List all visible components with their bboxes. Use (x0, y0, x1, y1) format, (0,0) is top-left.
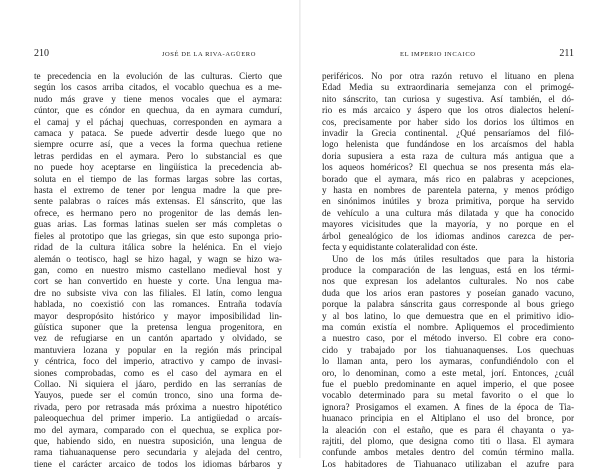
text-line: camaca y pataca. Se puede advertir desde luego que no (34, 128, 282, 139)
text-line: ridad de la cultura itálica sobre la helénica. En el viejo (34, 242, 282, 253)
text-line: mantuviera lozana y popular en la región más principal (34, 344, 282, 355)
text-line: nos que expresan los adelantos culturales. No nos cabe (322, 276, 574, 287)
text-line: lo llaman anta, pero los aymaras, confundiéndolo con el (322, 356, 574, 367)
text-line: confunde ambos metales dentro del común término malla. (322, 447, 574, 458)
text-line: ofrece, es hermano pero no progenitor de las demás len- (34, 207, 282, 218)
text-line: invadir la Grecia continental. ¿Qué pensaríamos del filó- (322, 128, 574, 139)
text-line: gan, como en nuestro mismo castellano medieval host y (34, 264, 282, 275)
text-line: letras perdidas en el aymara. Pero lo substancial es que (34, 150, 282, 161)
text-line: Edad Media su extraordinaria semejanza con el primogé- (322, 82, 574, 93)
right-page-number: 211 (559, 48, 574, 59)
text-line: fecta y equidistante colateralidad con éste. (322, 242, 478, 253)
text-line: doria supusiera a esta raza de cultura más antigua que a (322, 150, 574, 161)
text-line: cos, precisamente por haber sido los dorios los últimos en (322, 116, 574, 127)
text-line: la aleación con el estaño, que es para él chayanta o ya- (322, 424, 574, 435)
left-body-text (34, 71, 282, 470)
right-body-text (322, 71, 574, 470)
text-line: te precedencia en la evolución de las culturas. Cierto que (34, 71, 282, 81)
text-line: ma común existía el nombre. Apliquemos el procedimiento (322, 321, 574, 332)
text-line: logo helenista que fundándose en los arcaísmos del habla (322, 139, 574, 150)
text-line: cúntor, que es cóndor en quechua, da en aymara cumdurí, (34, 105, 282, 116)
text-line: los aqueos homéricos? El quechua se nos presenta más ela- (322, 162, 574, 173)
text-line: árbol genealógico de los idiomas andinos carezca de per- (322, 230, 574, 241)
text-line: fieles al prototipo que las griegas, sin que esto suponga prio- (34, 230, 282, 241)
text-line: produce la comparación de las lenguas, está en los térmi- (322, 264, 574, 275)
right-running-head (322, 48, 574, 61)
left-running-title: JOSÉ DE LA RIVA-AGÜERO (161, 51, 256, 58)
text-line: vez de refugiarse en un cantón apartado y olvidado, se (34, 333, 282, 344)
text-line: cido y trabajado por los tiahuanaquenses. Los quechuas (322, 344, 574, 355)
text-line: siones comprobadas, como es el caso del aymara en el (34, 367, 282, 378)
text-line: dre no subsiste viva con las filiales. El latín, como lengua (34, 287, 282, 298)
text-line: de vehículo a una cultura más dilatada y que ha conocido (322, 207, 574, 218)
text-line: paleoquechua del primer imperio. La antigüedad o arcaís- (34, 413, 282, 424)
left-page-number: 210 (34, 48, 49, 59)
text-line: huanaco principia en el Altiplano el uso del bronce, por (322, 413, 574, 424)
text-line: rama tiahuanaquense pero secundaria y alejada del centro, (34, 447, 282, 458)
text-line: y hasta en nombres de parentela paterna, y menos pródigo (322, 185, 574, 196)
text-line: cort se han convertido en hueste y corte. Una lengua ma- (34, 276, 282, 287)
text-line: hablada, no coexistió con las romances. Entraña todavía (34, 299, 282, 310)
right-running-title: EL IMPERIO INCAICO (400, 51, 476, 58)
right-page (300, 0, 600, 469)
text-line: porque la palabra sánscrita gaus corresponde al bous griego (322, 299, 574, 310)
text-line: no puede hoy aceptarse en lingüística la precedencia ab- (34, 162, 282, 173)
text-line: rio es más arcaico y áspero que los otros dialectos helení- (322, 105, 574, 116)
text-line: güística suponer que la pretensa lengua progenitora, en (34, 321, 282, 332)
text-line: según los casos arriba citados, el vocablo quechua es a me- (34, 82, 282, 93)
text-line: guas arias. Las formas latinas suelen ser más completas o (34, 219, 282, 230)
left-running-head (34, 48, 282, 61)
text-line: que, habiendo sido, en nuestra suposición, una lengua de (34, 436, 282, 446)
text-line: rivada, pero por retrasada más próxima a nuestro hipotético (34, 401, 282, 412)
text-line: mo del aymara, comparado con el quechua, se explica por- (34, 424, 282, 435)
text-line: rajtiti, del plomo, que designa como titi o llasa. El aymara (322, 436, 574, 446)
text-line: nudo más grave y tiene menos vocales que el aymara: (34, 93, 282, 104)
text-line: nito sánscrito, tan curiosa y sugestiva. Así también, el dó- (322, 93, 574, 104)
text-line: oro, lo denominan, como a este metal, jorí. Entonces, ¿cuál (322, 367, 574, 378)
text-line: Yauyos, puede ser el común tronco, sino una forma de- (34, 390, 282, 401)
text-line: y al bos latino, lo que demuestra que en el primitivo idio- (322, 310, 574, 321)
text-line: tiene el carácter arcaico de todos los idiomas bárbaros y (34, 458, 282, 469)
text-line: Collao. Ni siquiera el jáaro, perdido en las serranías de (34, 378, 282, 389)
text-line: y céntrica, foco del imperio, atractivo y campo de invasi- (34, 356, 282, 367)
text-line: en sinónimos inútiles y broza primitiva, porque ha servido (322, 196, 574, 207)
text-line: vocablo determinado para su metal favorito o el que lo (322, 390, 574, 401)
text-line: mayor despropósito histórico y mayor imposibilidad lin- (34, 310, 282, 321)
text-line: periféricos. No por otra razón retuvo el lituano en plena (322, 71, 574, 81)
text-line: soluta en el tiempo de las formas largas sobre las cortas, (34, 173, 282, 184)
text-line: hasta el extremo de tener por lengua madre la que pre- (34, 185, 282, 196)
left-page (0, 0, 300, 469)
text-line: alemán o teotisco, hagl se hizo hagal, y wagn se hizo wa- (34, 253, 282, 264)
text-line: duda que los arios eran pastores y poseían ganado vacuno, (322, 287, 574, 298)
text-line: Uno de los más útiles resultados que para la historia (332, 253, 574, 264)
text-line: fue el pueblo predominante en aquel imperio, el que posee (322, 378, 574, 389)
text-line: el camaj y el páchaj quechuas, corresponden en aymara a (34, 116, 282, 127)
text-line: mayores vicisitudes que la mayoría, y no porque en el (322, 219, 574, 230)
text-line: Los habitadores de Tiahuanaco utilizaban el azufre para (322, 458, 574, 469)
text-line: sente palabras o raíces más extensas. El sánscrito, que las (34, 196, 282, 207)
text-line: siempre ocurre así, que a veces la forma quechua retiene (34, 139, 282, 150)
text-line: borado que el aymara, más rico en palabras y acepciones, (322, 173, 574, 184)
text-line: ignora? Prosigamos el examen. A fines de la época de Tia- (322, 401, 574, 412)
text-line: a nuestro caso, por el método inverso. El cobre era cono- (322, 333, 574, 344)
